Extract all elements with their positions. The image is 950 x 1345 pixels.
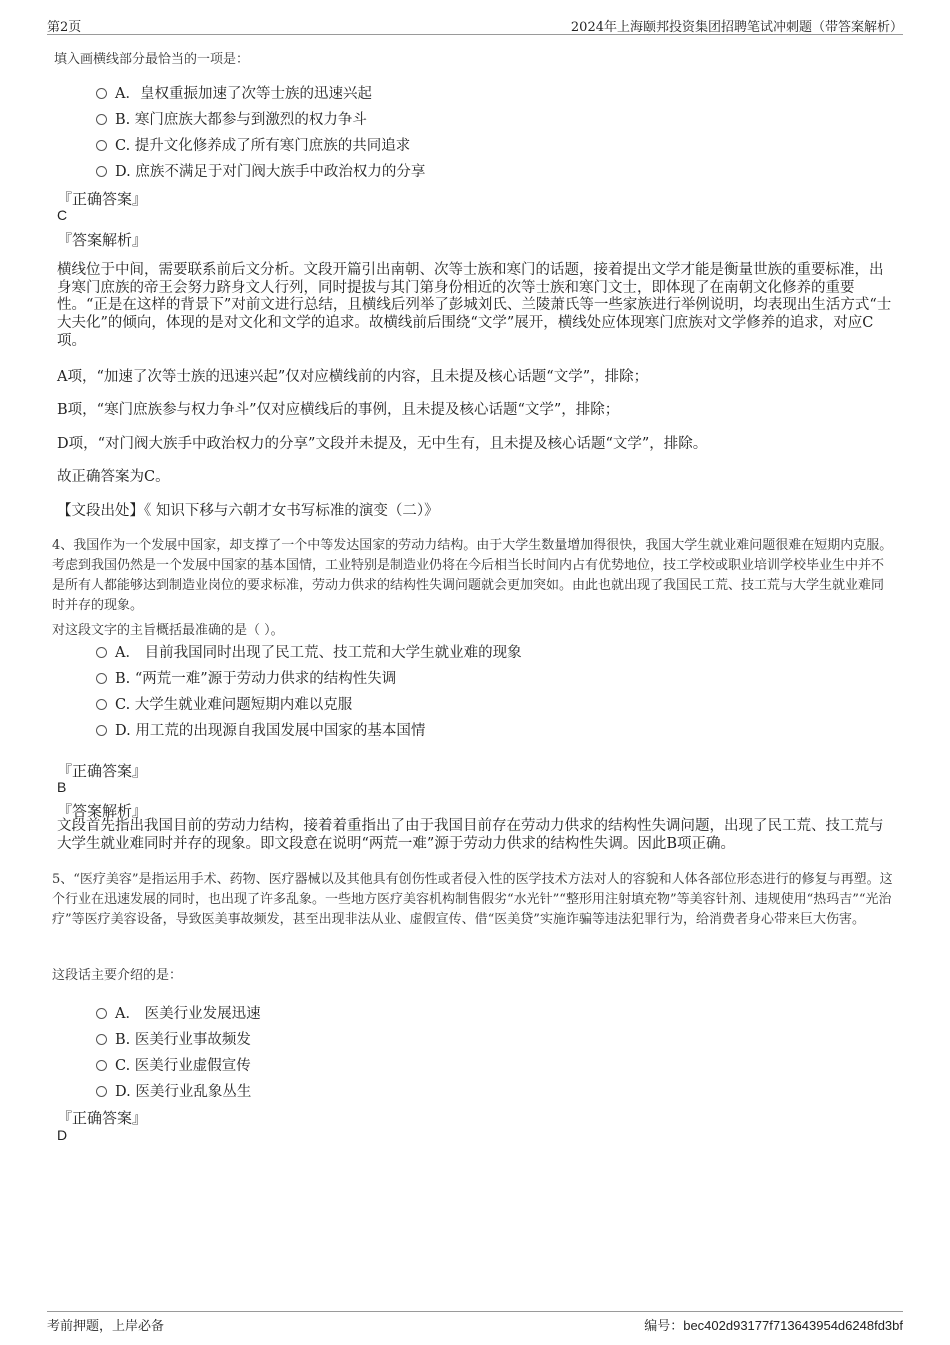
q3-option-d[interactable]: D. 庶族不满足于对门阀大族手中政治权力的分享 xyxy=(96,160,425,181)
footer-slogan: 考前押题，上岸必备 xyxy=(47,1319,165,1334)
radio-icon[interactable] xyxy=(96,699,107,710)
page-footer xyxy=(47,1311,903,1334)
footer-code xyxy=(644,1315,903,1334)
q3-analysis-label: 『答案解析』 xyxy=(57,231,148,249)
document-title: 2024年上海颐邦投资集团招聘笔试冲刺题（带答案解析） xyxy=(570,20,903,35)
q3-analysis: 横线位于中间，需要联系前后文分析。文段开篇引出南朝、次等士族和寒门的话题，接着提出文学才能是衡量世族的重要标准，出身寒门庶族的帝王会努力跻身文人行列，同时提拔与其门第身份相近的次等士族和寒门文士，即体现了在南朝文化修养的重要性。“正是在这样的背景下”对前文进行总结，且横线后列举了彭城刘氏、兰陵萧氏等一些家族进行举例说明，均表现出生活方式“士大夫化”的倾向，体现的是对文化和文学的追求。故横线前后围绕“文学”展开，横线处应体现寒门庶族对文学修养的追求，对应C项。 xyxy=(57,262,892,349)
q3-answer-label: 『正确答案』 xyxy=(57,190,148,208)
q3-answer: C xyxy=(57,207,68,223)
q3-note-d: D项，“对门阀大族手中政治权力的分享”文段并未提及，无中生有，且未提及核心话题“文学”，排除。 xyxy=(57,436,708,452)
q5-option-a[interactable]: A． 医美行业发展迅速 xyxy=(96,1002,261,1023)
radio-icon[interactable] xyxy=(96,166,107,177)
q4-text: 4、我国作为一个发展中国家，却支撑了一个中等发达国家的劳动力结构。由于大学生数量增加得很快，我国大学生就业难问题很难在短期内克服。考虑到我国仍然是一个发展中国家的基本国情，工业特别是制造业仍将在今后相当长时间内占有优势地位，技工学校或职业培训学校毕业生中并不是所有人都能够达到制造业岗位的要求标准，劳动力供求的结构性失调问题就会更加突如。由此也就出现了我国民工荒、技工荒与大学生就业难同时并存的现象。 xyxy=(52,538,893,613)
q5-prompt: 这段话主要介绍的是： xyxy=(52,968,183,983)
radio-icon[interactable] xyxy=(96,140,107,151)
q4-option-d[interactable]: D. 用工荒的出现源自我国发展中国家的基本国情 xyxy=(96,719,425,740)
radio-icon[interactable] xyxy=(96,1008,107,1019)
q3-prompt: 填入画横线部分最恰当的一项是： xyxy=(54,52,250,67)
page-header xyxy=(47,14,903,35)
q4-answer: B xyxy=(57,779,67,795)
q4-analysis-label: 『答案解析』 xyxy=(57,802,148,820)
q4-option-c[interactable]: C. 大学生就业难问题短期内难以克服 xyxy=(96,693,352,714)
q3-option-a[interactable]: A．皇权重振加速了次等士族的迅速兴起 xyxy=(96,82,372,103)
radio-icon[interactable] xyxy=(96,725,107,736)
footer-code-label: 编号： xyxy=(644,1319,684,1334)
q4-option-b[interactable]: B. “两荒一难”源于劳动力供求的结构性失调 xyxy=(96,667,396,688)
q5-option-b[interactable]: B. 医美行业事故频发 xyxy=(96,1028,251,1049)
q4-option-a[interactable]: A． 目前我国同时出现了民工荒、技工荒和大学生就业难的现象 xyxy=(96,641,522,662)
radio-icon[interactable] xyxy=(96,88,107,99)
q3-option-b[interactable]: B. 寒门庶族大都参与到激烈的权力争斗 xyxy=(96,108,367,129)
footer-code-value: bec402d93177f713643954d6248fd3bf xyxy=(683,1318,903,1333)
radio-icon[interactable] xyxy=(96,1060,107,1071)
q5-option-d[interactable]: D. 医美行业乱象丛生 xyxy=(96,1080,251,1101)
q4-analysis: 文段首先指出我国目前的劳动力结构，接着着重指出了由于我国目前存在劳动力供求的结构性失调问题，出现了民工荒、技工荒与大学生就业难同时并存的现象。即文段意在说明“两荒一难”源于劳动力供求的结构性失调。因此B项正确。 xyxy=(57,818,884,852)
q5-option-c[interactable]: C. 医美行业虚假宣传 xyxy=(96,1054,251,1075)
radio-icon[interactable] xyxy=(96,1034,107,1045)
q5-answer: D xyxy=(57,1127,68,1143)
q3-note-b: B项，“寒门庶族参与权力争斗”仅对应横线后的事例，且未提及核心话题“文学”，排除； xyxy=(57,402,620,418)
radio-icon[interactable] xyxy=(96,1086,107,1097)
page-number: 第2页 xyxy=(47,20,82,35)
radio-icon[interactable] xyxy=(96,673,107,684)
q5-text: 5、“医疗美容”是指运用手术、药物、医疗器械以及其他具有创伤性或者侵入性的医学技术方法对人的容貌和人体各部位形态进行的修复与再塑。这个行业在迅速发展的同时，也出现了许多乱象。一些地方医疗美容机构制售假劣“水光针”“整形用注射填充物”等美容针剂、违规使用“热玛吉”“光治疗”等医疗美容设备，导致医美事故频发，甚至出现非法从业、虚假宣传、借“医美贷”实施诈骗等违法犯罪行为，给消费者身心带来巨大伤害。 xyxy=(52,872,893,927)
q4-prompt: 对这段文字的主旨概括最准确的是（ ）。 xyxy=(52,623,284,638)
q4-answer-label: 『正确答案』 xyxy=(57,762,148,780)
radio-icon[interactable] xyxy=(96,114,107,125)
q3-option-c[interactable]: C. 提升文化修养成了所有寒门庶族的共同追求 xyxy=(96,134,410,155)
radio-icon[interactable] xyxy=(96,647,107,658)
q3-conclusion: 故正确答案为C。 xyxy=(57,469,170,485)
q3-note-a: A项，“加速了次等士族的迅速兴起”仅对应横线前的内容，且未提及核心话题“文学”，排除； xyxy=(57,369,649,385)
q5-answer-label: 『正确答案』 xyxy=(57,1109,148,1127)
q3-source: 【文段出处】《 知识下移与六朝才女书写标准的演变（二）》 xyxy=(57,503,439,519)
